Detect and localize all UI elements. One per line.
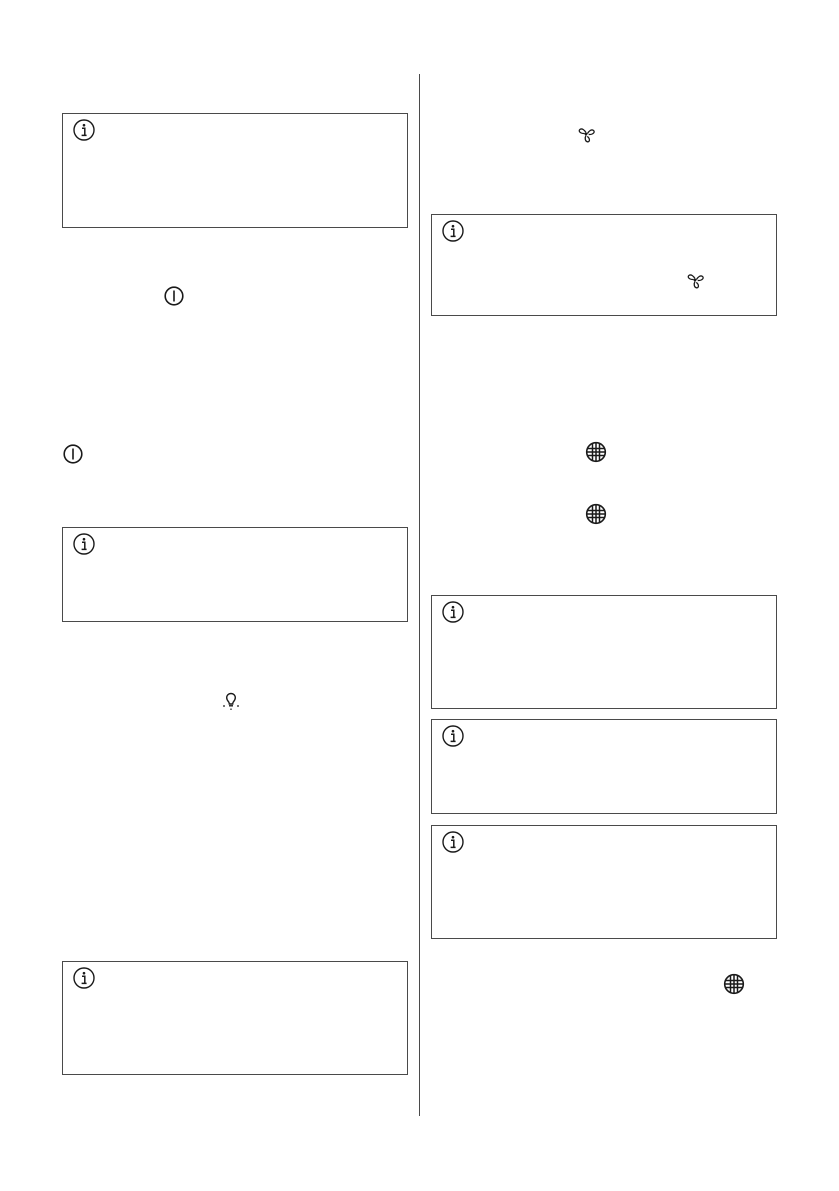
power-icon bbox=[63, 444, 83, 464]
info-note-box bbox=[431, 595, 777, 709]
grid-filter-icon bbox=[585, 503, 607, 525]
info-note-box bbox=[62, 113, 408, 228]
info-note-box bbox=[62, 961, 408, 1075]
info-note-box bbox=[431, 719, 777, 814]
column-divider bbox=[419, 74, 420, 1116]
info-note-box bbox=[431, 825, 777, 939]
info-icon bbox=[442, 601, 464, 623]
grid-filter-icon bbox=[585, 441, 607, 463]
fan-icon bbox=[684, 269, 706, 291]
info-icon bbox=[73, 533, 95, 555]
info-note-box bbox=[62, 527, 408, 622]
info-icon bbox=[442, 725, 464, 747]
light-bulb-icon bbox=[220, 690, 242, 712]
info-icon bbox=[442, 220, 464, 242]
grid-filter-icon bbox=[723, 973, 745, 995]
power-icon bbox=[164, 286, 184, 306]
info-icon bbox=[73, 967, 95, 989]
info-icon bbox=[73, 119, 95, 141]
fan-icon bbox=[575, 123, 597, 145]
info-icon bbox=[442, 831, 464, 853]
info-note-box bbox=[431, 214, 777, 316]
